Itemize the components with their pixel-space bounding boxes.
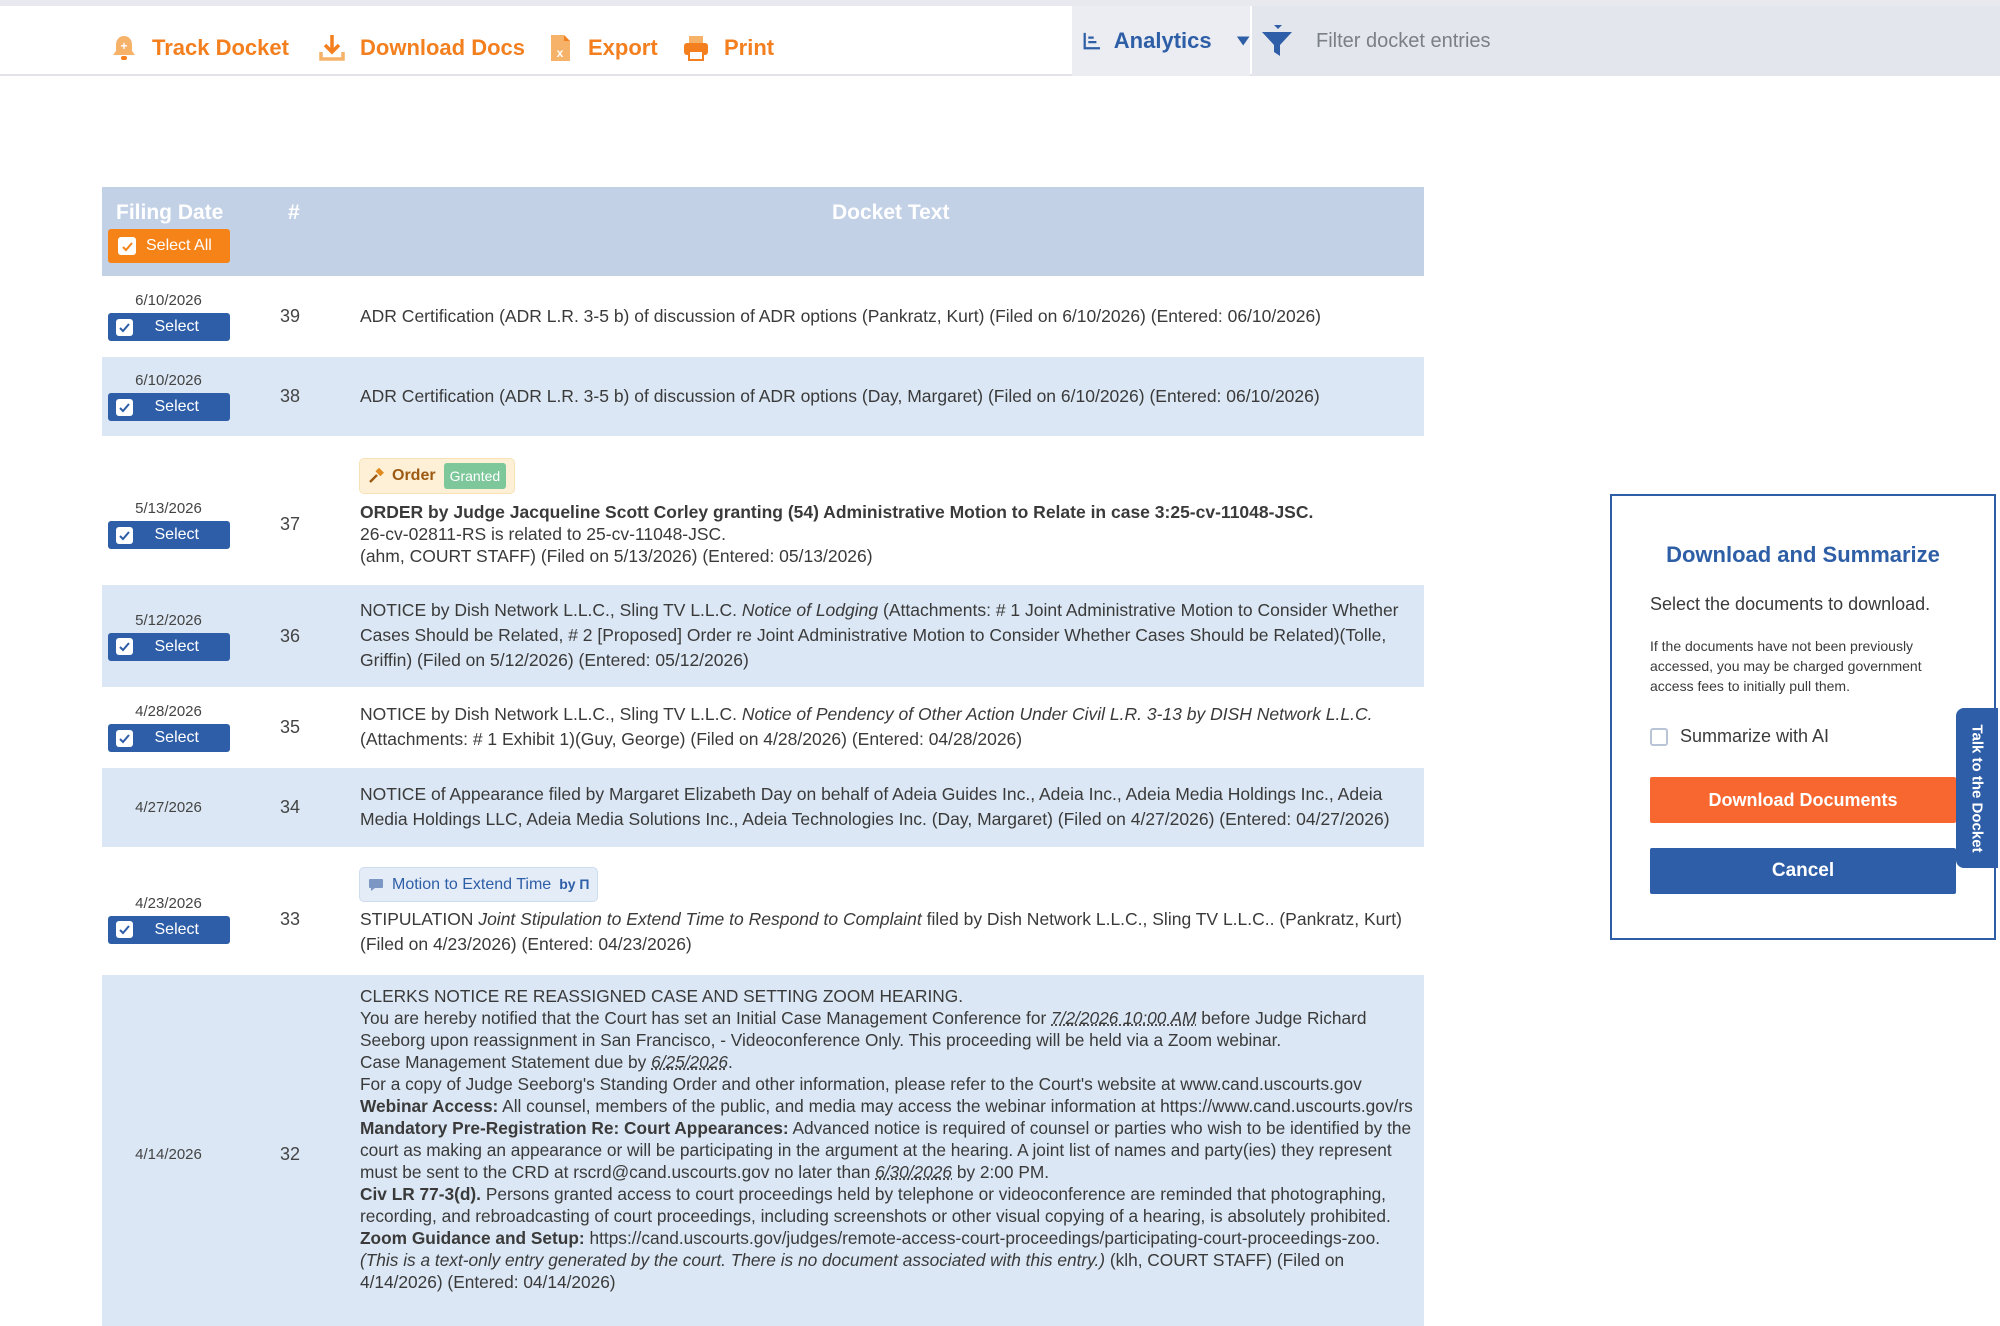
filing-date-cell — [102, 688, 235, 767]
table-row — [102, 356, 1424, 436]
notice-suffix: (Attachments: # 1 Exhibit 1)(Guy, George) (Filed on 4/28/2026) (Entered: 04/28/2026) — [360, 729, 1023, 749]
docket-text — [360, 585, 1424, 673]
header-docket-text: Docket Text — [832, 201, 950, 224]
clerk-notice-line: For a copy of Judge Seeborg's Standing Order and other information, please refer to the Court's website at www.cand.uscourts.gov — [360, 1074, 1362, 1094]
filing-date-cell — [102, 465, 235, 584]
select-button[interactable] — [108, 633, 230, 661]
select-label: Select — [154, 637, 199, 655]
notice-prefix: NOTICE by Dish Network L.L.C., Sling TV L.L.C. — [360, 600, 738, 620]
notice-prefix: NOTICE by Dish Network L.L.C., Sling TV L.L.C. — [360, 704, 738, 724]
select-label: Select — [154, 398, 199, 415]
docket-text: NOTICE of Appearance filed by Margaret Elizabeth Day on behalf of Adeia Guides Inc., Adeia Inc., Adeia Media Holdings Inc., Adeia Media Holdings LLC, Adeia Media Solutions Inc., Adeia Technologies Inc. (Day, Margaret) (Filed on 4/27/2026) (Entered: 04/27/2026) — [360, 784, 1390, 829]
printer-icon — [682, 33, 710, 63]
checkbox-icon — [1650, 728, 1668, 746]
download-docs-button[interactable] — [318, 28, 525, 68]
filter-input[interactable] — [1252, 6, 2000, 76]
docket-text — [360, 848, 1424, 957]
docket-table — [102, 187, 1424, 1326]
table-row — [102, 974, 1424, 1326]
talk-to-docket-tab[interactable] — [1956, 708, 1998, 868]
stipulation-suffix: filed by Dish Network L.L.C., Sling TV L.L.C.. (Pankratz, Kurt) (Filed on 4/23/2026) (Entered: 04/23/2026) — [360, 909, 1402, 954]
header-filing-date: Filing Date — [116, 201, 224, 224]
statement-date-link[interactable]: 6/25/2026 — [651, 1052, 728, 1072]
table-row — [102, 767, 1424, 847]
notice-title: Notice of Lodging — [741, 600, 879, 620]
chart-icon — [1082, 30, 1102, 52]
analytics-dropdown[interactable] — [1072, 6, 1250, 76]
checkbox-icon — [116, 638, 133, 655]
filing-date: 4/14/2026 — [135, 1146, 202, 1163]
select-label: Select — [154, 318, 199, 335]
filing-date-cell — [102, 585, 235, 687]
clerk-notice-line: Civ LR 77-3(d). Persons granted access to court proceedings held by telephone or videoconference are reminded that photographing, recording, and rebroadcasting of court proceedings, including screenshots or other visual copying of a hearing, is absolutely prohibited. — [360, 1184, 1391, 1226]
filing-date: 5/13/2026 — [135, 500, 202, 517]
docket-text: ADR Certification (ADR L.R. 3-5 b) of discussion of ADR options (Day, Margaret) (Filed on 6/10/2026) (Entered: 06/10/2026) — [360, 386, 1320, 406]
docket-text — [360, 688, 1424, 752]
svg-text:+: + — [120, 39, 128, 53]
clerk-notice-line: Mandatory Pre-Registration Re: Court Appearances: Advanced notice is required of counsel or parties who wish to be identified by the court as making an appearance or will be participating in the argument at the hearing. A joint list of names and party(ies) they represent must be sent to the CRD at rscrd@cand.uscourts.gov no later than 6/30/2026 by 2:00 PM. — [360, 1118, 1412, 1182]
registration-date-link[interactable]: 6/30/2026 — [875, 1162, 953, 1182]
entry-number: 34 — [279, 797, 301, 817]
filing-date-cell — [102, 357, 235, 436]
stipulation-prefix: STIPULATION — [360, 909, 474, 929]
entry-number: 38 — [279, 386, 301, 406]
granted-badge: Granted — [444, 463, 507, 489]
panel-fee-note: If the documents have not been previously accessed, you may be charged government access fees to initially pull them. — [1650, 638, 1922, 694]
select-button[interactable] — [108, 521, 230, 549]
entry-number: 37 — [279, 514, 301, 534]
entry-number: 39 — [279, 306, 301, 326]
table-row — [102, 436, 1424, 584]
checkbox-icon — [116, 399, 133, 416]
download-documents-button[interactable]: Download Documents — [1650, 777, 1956, 823]
download-docs-label: Download Docs — [360, 35, 526, 60]
order-tag[interactable] — [360, 459, 514, 493]
filing-date-cell — [102, 975, 235, 1326]
filing-date: 4/28/2026 — [135, 703, 202, 720]
panel-subtitle: Select the documents to download. — [1650, 594, 1931, 614]
filing-date: 6/10/2026 — [135, 292, 202, 309]
filing-date-cell — [102, 277, 235, 356]
excel-file-icon — [546, 33, 574, 63]
hearing-date-link[interactable]: 7/2/2026 10:00 AM — [1051, 1008, 1197, 1028]
svg-text:x: x — [556, 46, 564, 60]
order-filed-line: (ahm, COURT STAFF) (Filed on 5/13/2026) (Entered: 05/13/2026) — [360, 546, 873, 566]
table-row — [102, 584, 1424, 687]
select-button[interactable] — [108, 724, 230, 752]
table-row — [102, 847, 1424, 974]
checkbox-icon — [116, 730, 133, 747]
bell-icon — [110, 33, 138, 63]
filing-date-cell — [102, 864, 235, 974]
notice-suffix: (Attachments: # 1 Joint Administrative Motion to Consider Whether Cases Should be Related, # 2 [Proposed] Order re Joint Administrative Motion to Consider Whether Cases Should be Related)(Tolle, Griffin) (Filed on 5/12/2026) (Entered: 05/12/2026) — [360, 600, 1399, 670]
filing-date: 6/10/2026 — [135, 372, 202, 389]
download-icon — [318, 33, 346, 63]
cancel-button[interactable]: Cancel — [1650, 848, 1956, 894]
clerk-notice-line: (This is a text-only entry generated by the court. There is no document associated with this entry.) (klh, COURT STAFF) (Filed on 4/14/2026) (Entered: 04/14/2026) — [360, 1250, 1345, 1292]
select-label: Select — [154, 920, 199, 938]
clerk-notice-line: You are hereby notified that the Court has set an Initial Case Management Conference for 7/2/2026 10:00 AM before Judge Richard Seeborg upon reassignment in San Francisco, - Videoconference Only. This proceeding will be held via a Zoom webinar. — [360, 1008, 1367, 1050]
entry-number: 35 — [279, 717, 301, 737]
checkbox-icon — [118, 237, 136, 255]
notice-title: Notice of Pendency of Other Action Under Civil L.R. 3-13 by DISH Network L.L.C. — [741, 704, 1373, 724]
clerk-notice-line: Case Management Statement due by 6/25/2026. — [360, 1052, 733, 1072]
filing-date-cell — [102, 768, 235, 847]
select-button[interactable] — [108, 393, 230, 421]
export-label: Export — [588, 35, 658, 60]
entry-number: 32 — [279, 1144, 301, 1164]
docket-text — [360, 437, 1424, 567]
gavel-icon — [368, 468, 384, 484]
table-row — [102, 687, 1424, 767]
clerk-notice-line: Zoom Guidance and Setup: https://cand.uscourts.gov/judges/remote-access-court-proceedings/participating-court-proceedings-zoo. — [360, 1228, 1381, 1248]
export-button[interactable] — [546, 28, 658, 68]
download-summarize-panel — [1610, 494, 1996, 940]
filing-date: 4/27/2026 — [135, 799, 202, 816]
summarize-ai-label: Summarize with AI — [1680, 726, 1830, 746]
panel-title: Download and Summarize — [1666, 542, 1940, 567]
speech-bubble-icon — [368, 878, 384, 892]
clerk-notice-heading: CLERKS NOTICE RE REASSIGNED CASE AND SETTING ZOOM HEARING. — [360, 986, 964, 1006]
motion-tag-by: by П — [559, 876, 590, 892]
filing-date: 5/12/2026 — [135, 611, 202, 629]
filter-icon — [1260, 24, 1294, 58]
motion-tag[interactable] — [360, 868, 597, 901]
select-label: Select — [154, 526, 199, 543]
select-label: Select — [154, 729, 199, 746]
stipulation-title: Joint Stipulation to Extend Time to Respond to Complaint — [478, 909, 922, 929]
caret-down-icon — [1236, 35, 1250, 47]
checkbox-icon — [116, 319, 133, 336]
filter-placeholder: Filter docket entries — [1316, 29, 1491, 52]
track-docket-label: Track Docket — [152, 35, 289, 60]
analytics-label: Analytics — [1113, 28, 1212, 53]
print-label: Print — [724, 35, 775, 60]
filing-date: 4/23/2026 — [135, 894, 202, 912]
table-row — [102, 276, 1424, 356]
docket-text: ADR Certification (ADR L.R. 3-5 b) of discussion of ADR options (Pankratz, Kurt) (Filed on 6/10/2026) (Entered: 06/10/2026) — [360, 306, 1322, 326]
print-button[interactable] — [682, 28, 774, 68]
docket-text — [360, 975, 1424, 1293]
track-docket-button[interactable] — [110, 28, 289, 68]
table-header — [102, 187, 1424, 276]
clerk-notice-line: Webinar Access: All counsel, members of the public, and media may access the webinar information at https://www.cand.uscourts.gov/rs — [360, 1096, 1413, 1116]
select-button[interactable] — [108, 916, 230, 944]
toolbar — [0, 0, 2000, 76]
entry-number: 33 — [279, 908, 301, 929]
header-number: # — [288, 201, 300, 224]
entry-number: 36 — [279, 625, 301, 646]
select-button[interactable] — [108, 313, 230, 341]
select-all-button[interactable] — [108, 229, 230, 263]
talk-to-docket-label: Talk to the Docket — [1968, 723, 1986, 853]
checkbox-icon — [116, 527, 133, 544]
checkbox-icon — [116, 921, 133, 938]
order-related-line: 26-cv-02811-RS is related to 25-cv-11048-JSC. — [360, 524, 727, 544]
motion-tag-label: Motion to Extend Time — [392, 876, 552, 893]
select-all-label: Select All — [146, 237, 212, 254]
order-tag-label: Order — [392, 467, 436, 484]
order-text: ORDER by Judge Jacqueline Scott Corley granting (54) Administrative Motion to Relate in case 3:25-cv-11048-JSC. — [360, 502, 1314, 522]
summarize-ai-checkbox[interactable] — [1650, 726, 1829, 747]
